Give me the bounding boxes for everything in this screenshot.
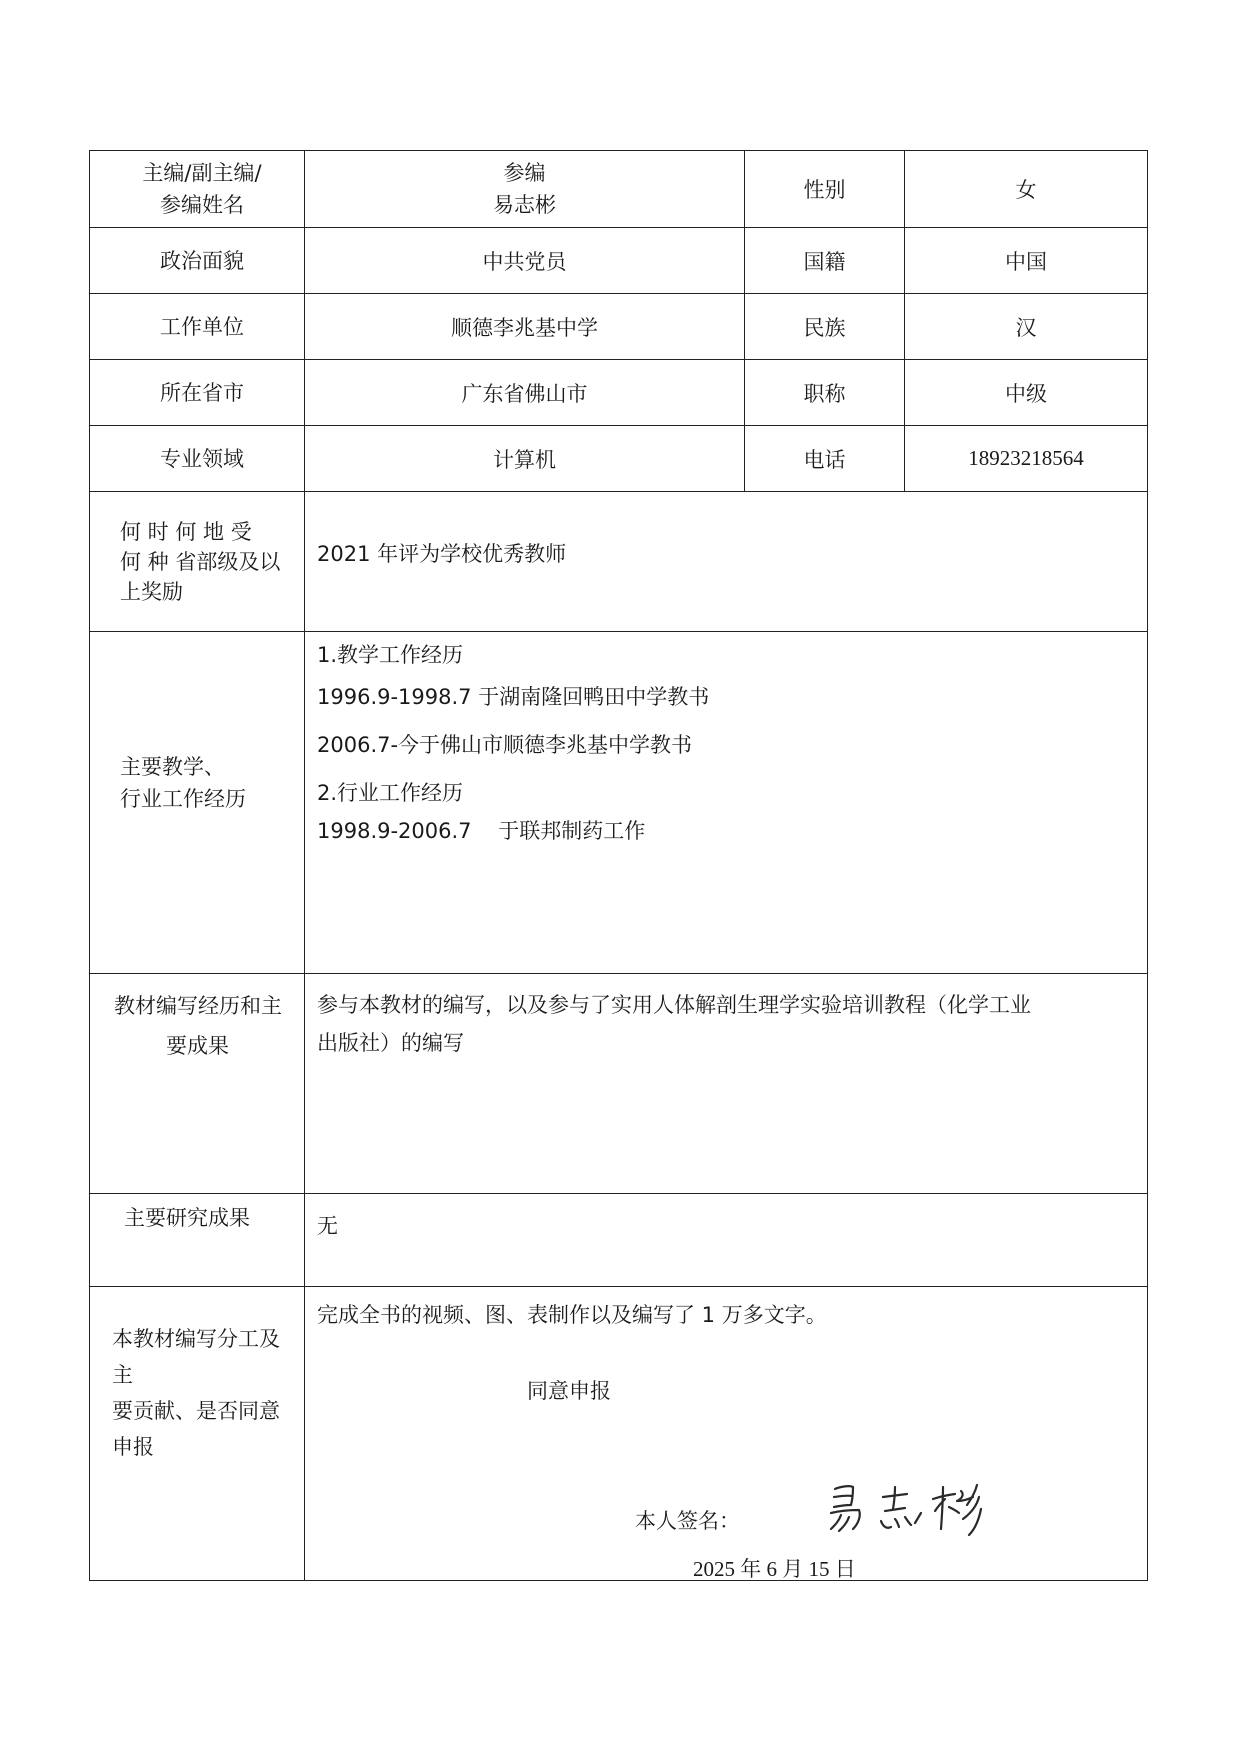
label-experience-line2: 行业工作经历 — [120, 786, 246, 811]
handwritten-signature — [825, 1477, 995, 1537]
value-editor-role — [305, 151, 745, 228]
label-textbook — [90, 974, 305, 1194]
row-contribution — [90, 1287, 1148, 1581]
label-textbook-line1: 教材编写经历和主 — [114, 994, 282, 1018]
label-region: 所在省市 — [90, 360, 305, 426]
agree-statement: 同意申报 — [527, 1379, 611, 1403]
row-textbook — [90, 974, 1148, 1194]
label-title: 职称 — [745, 360, 905, 426]
experience-line: 1998.9-2006.7 于联邦制药工作 — [317, 819, 646, 843]
value-ethnicity: 汉 — [905, 294, 1148, 360]
label-awards-line3: 上奖励 — [120, 579, 183, 604]
value-research: 无 — [305, 1194, 1148, 1287]
awards-text: 2021 年评为学校优秀教师 — [317, 542, 567, 566]
value-employer: 顺德李兆基中学 — [305, 294, 745, 360]
experience-line: 2.行业工作经历 — [317, 781, 464, 805]
contribution-text: 完成全书的视频、图、表制作以及编写了 1 万多文字。 — [317, 1303, 827, 1327]
label-field: 专业领域 — [90, 426, 305, 492]
label-contribution — [90, 1287, 305, 1581]
value-name: 易志彬 — [493, 193, 556, 217]
label-editor-role-line1: 主编/副主编/ — [142, 161, 262, 185]
textbook-line: 出版社）的编写 — [317, 1031, 464, 1055]
label-textbook-line2: 要成果 — [166, 1034, 229, 1058]
application-form-table — [89, 150, 1148, 1581]
row-awards — [90, 492, 1148, 632]
row-experience — [90, 632, 1148, 974]
label-editor-role — [90, 151, 305, 228]
label-gender: 性别 — [745, 151, 905, 228]
label-editor-role-line2: 参编姓名 — [160, 193, 244, 217]
row-research — [90, 1194, 1148, 1287]
signature-label: 本人签名： — [635, 1509, 740, 1533]
label-experience — [90, 632, 305, 974]
row-employer — [90, 294, 1148, 360]
label-phone: 电话 — [745, 426, 905, 492]
label-experience-line1: 主要教学、 — [120, 754, 225, 779]
experience-line: 1996.9-1998.7 于湖南隆回鸭田中学教书 — [317, 685, 710, 709]
experience-line: 1.教学工作经历 — [317, 643, 464, 667]
label-awards — [90, 492, 305, 632]
textbook-line: 参与本教材的编写，以及参与了实用人体解剖生理学实验培训教程（化学工业 — [317, 993, 1031, 1017]
label-contribution-line1: 本教材编写分工及主 — [112, 1327, 280, 1387]
label-politics: 政治面貌 — [90, 228, 305, 294]
row-field — [90, 426, 1148, 492]
label-employer: 工作单位 — [90, 294, 305, 360]
value-gender: 女 — [905, 151, 1148, 228]
contribution-area — [305, 1287, 1147, 1581]
experience-line: 2006.7-今于佛山市顺德李兆基中学教书 — [317, 733, 693, 757]
value-role: 参编 — [503, 161, 546, 185]
label-nationality: 国籍 — [745, 228, 905, 294]
value-region: 广东省佛山市 — [305, 360, 745, 426]
value-experience — [305, 632, 1148, 974]
value-field: 计算机 — [305, 426, 745, 492]
signature-date: 2025 年 6 月 15 日 — [693, 1557, 856, 1581]
value-phone: 18923218564 — [905, 426, 1148, 492]
value-title: 中级 — [905, 360, 1148, 426]
label-contribution-line2: 要贡献、是否同意申报 — [112, 1399, 280, 1459]
row-politics — [90, 228, 1148, 294]
value-politics: 中共党员 — [305, 228, 745, 294]
value-nationality: 中国 — [905, 228, 1148, 294]
value-textbook — [305, 974, 1148, 1194]
label-awards-line1: 何 时 何 地 受 — [120, 519, 252, 544]
row-name — [90, 151, 1148, 228]
label-research: 主要研究成果 — [90, 1194, 305, 1287]
label-awards-line2: 何 种 省部级及以 — [120, 549, 281, 574]
label-ethnicity: 民族 — [745, 294, 905, 360]
value-awards — [305, 492, 1148, 632]
row-region — [90, 360, 1148, 426]
value-contribution — [305, 1287, 1148, 1581]
